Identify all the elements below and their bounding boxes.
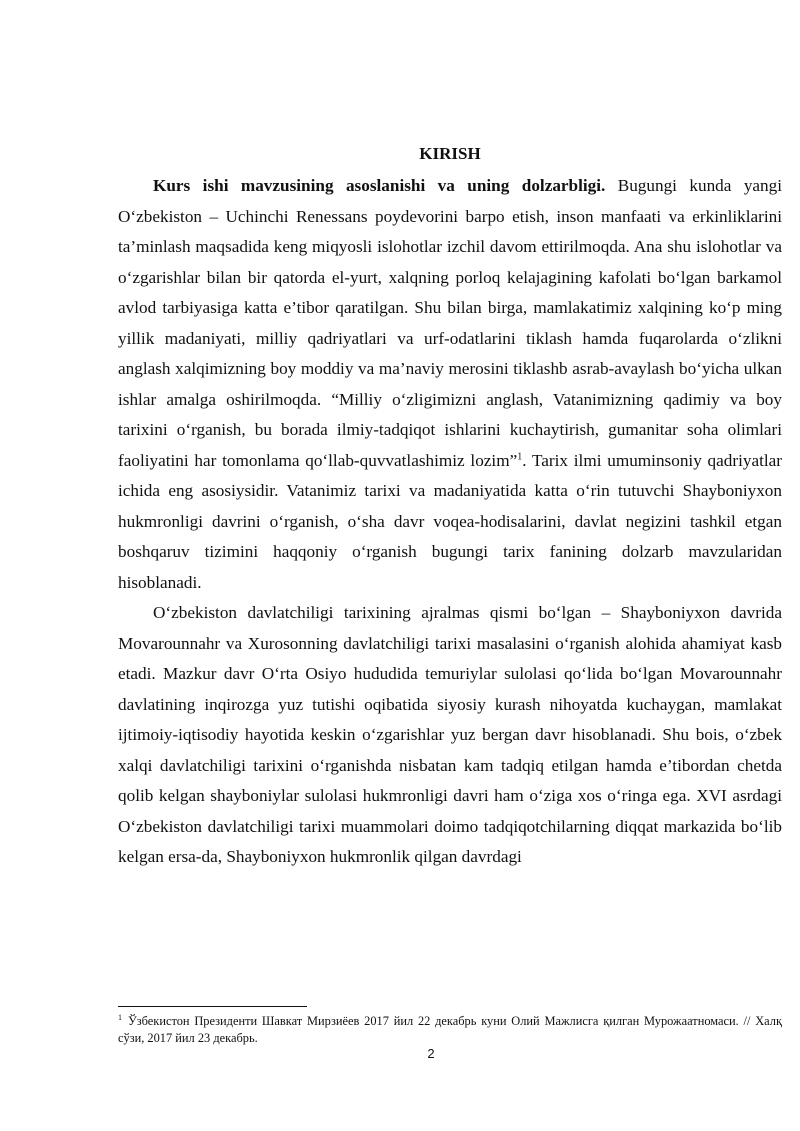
footnote-number: 1 — [118, 1012, 122, 1022]
paragraph-text-part1: Bugungi kunda yangi O‘zbekiston – Uchinchi Renessans poydevorini barpo etish, inson manfaati va erkinliklarini ta’minlash maqsadida keng miqyosli islohotlar izchil davom ettirilmoqda. Ana shu islohotlar va o‘zgarishlar bilan bir qatorda el-yurt, xalqning porloq kelajagining kafolati bo‘lgan barkamol avlod tarbiyasiga katta e’tibor qaratilgan. Shu bilan birga, mamlakatimiz xalqining ko‘p ming yillik madaniyati, milliy qadriyatlari va urf-odatlarini tiklash hamda fuqarolarda o‘zlikni anglash xalqimizning boy moddiy va ma’naviy merosini tiklashb asrab-avaylash bo‘yicha ulkan ishlar amalga oshirilmoqda. “Milliy o‘zligimizni anglash, Vatanimizning qadimiy va boy tarixini o‘rganish, bu borada ilmiy-tadqiqot ishlarini kuchaytirish, gumanitar soha olimlari faoliyatini har tomonlama qo‘llab-quvvatlashimiz lozim” — [118, 176, 783, 470]
paragraph-text-part2: . Tarix ilmi umuminsoniy qadriyatlar ichida eng asosiysidir. Vatanimiz tarixi va madaniyatida katta o‘rin tutuvchi Shayboniyxon hukmronligi davrini o‘rganish, o‘sha davr voqea-hodisalarini, davlat negizini tashkil etgan boshqaruv tizimini haqqoniy o‘rganish bugungi tarix fanining dolzarb mavzularidan hisoblanadi. — [118, 450, 782, 592]
footnote-divider — [118, 1006, 307, 1007]
section-heading: KIRISH — [419, 144, 481, 163]
body-text — [118, 171, 782, 873]
paragraph-relevance — [118, 171, 782, 598]
footnote — [118, 1013, 782, 1047]
footnote-text: Ўзбекистон Президенти Шавкат Мирзиёев 2017 йил 22 декабрь куни Олий Мажлисга қилган Мурожаатномаси. // Халқ сўзи, 2017 йил 23 декабрь. — [118, 1014, 782, 1045]
footnote-reference[interactable]: 1 — [517, 450, 523, 462]
paragraph-lead-bold: Kurs ishi mavzusining asoslanishi va uning dolzarbligi. — [153, 176, 606, 195]
page-number: 2 — [427, 1046, 435, 1061]
paragraph-statehood: O‘zbekiston davlatchiligi tarixining ajralmas qismi bo‘lgan – Shayboniyxon davrida Movarounnahr va Xurosonning davlatchiligi tarixi masalasini o‘rganish alohida ahamiyat kasb etadi. Mazkur davr O‘rta Osiyo hududida temuriylar sulolasi qo‘lida bo‘lgan Movarounnahr davlatining inqirozga yuz tutishi oqibatida siyosiy kurash nihoyatda kuchaygan, mamlakat ijtimoiy-iqtisodiy hayotida keskin o‘zgarishlar yuz bergan davr hisoblanadi. Shu bois, o‘zbek xalqi davlatchiligi tarixini o‘rganishda nisbatan kam tadqiq etilgan hamda e’tibordan chetda qolib kelgan shayboniylar sulolasi hukmronligi davri ham o‘ziga xos o‘ringa ega. XVI asrdagi O‘zbekiston davlatchiligi tarixi muammolari doimo tadqiqotchilarning diqqat markazida bo‘lib kelgan ersa-da, Shayboniyxon hukmronlik qilgan davrdagi — [118, 603, 782, 866]
